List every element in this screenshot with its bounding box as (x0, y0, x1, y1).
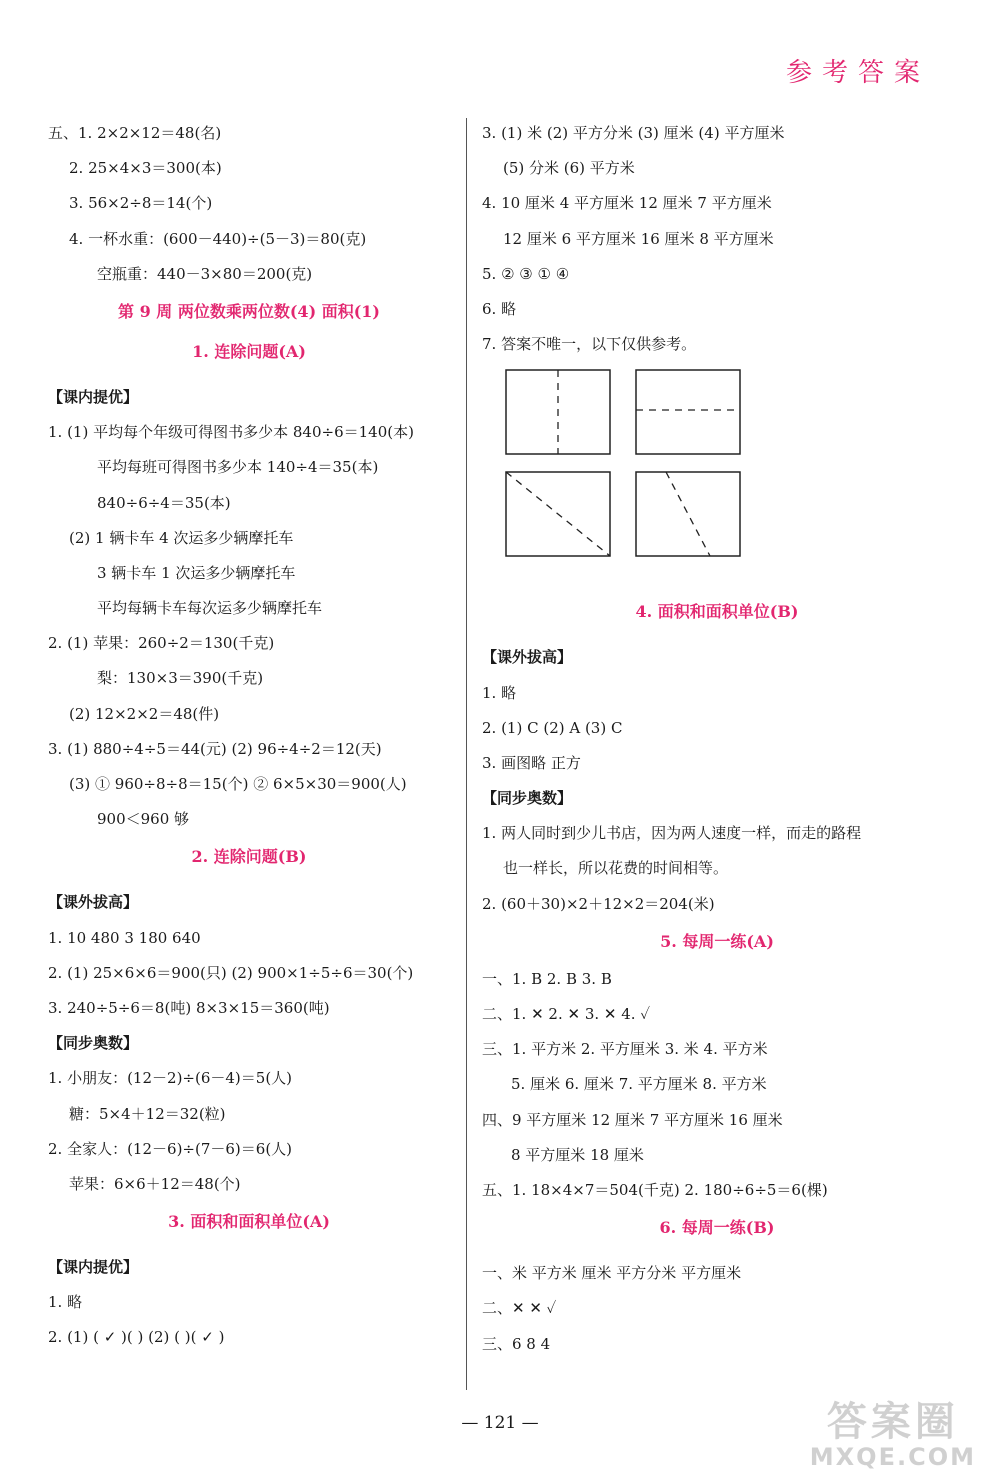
answer-line: 一、米 平方米 厘米 平方分米 平方厘米 (482, 1264, 742, 1283)
answer-line: 1. 两人同时到少儿书店，因为两人速度一样，而走的路程 (482, 824, 862, 843)
watermark-line2: MXQE.COM (809, 1443, 976, 1471)
answer-line: 平均每班可得图书多少本 140÷4＝35(本) (97, 458, 379, 477)
answer-line: 2. (1) C (2) A (3) C (482, 718, 623, 737)
subsection-label: 【同步奥数】 (482, 789, 573, 808)
section-heading: 5. 每周一练(A) (660, 931, 774, 951)
dividing-rectangles-figure (482, 368, 952, 588)
spacer (482, 1248, 952, 1256)
answer-line: 糖：5×4＋12＝32(粒) (69, 1104, 226, 1123)
right-column-top (482, 116, 952, 362)
answer-line: 4. 一杯水重：(600－440)÷(5－3)＝80(克) (69, 229, 367, 248)
answer-line: 1. 10 480 3 180 640 (48, 928, 201, 947)
answer-line: 2. 全家人：(12－6)÷(7－6)＝6(人) (48, 1139, 293, 1158)
right-column (482, 116, 952, 1362)
answer-line: 2. (1) 25×6×6＝900(只) (2) 900×1÷5÷6＝30(个) (48, 963, 414, 982)
answer-line: 四、9 平方厘米 12 厘米 7 平方厘米 16 厘米 (482, 1110, 783, 1129)
answer-line: 梨：130×3＝390(千克) (97, 669, 264, 688)
answer-line: 1. 略 (482, 683, 517, 702)
answer-line: 1. (1) 平均每个年级可得图书多少本 840÷6＝140(本) (48, 423, 414, 442)
answer-line: 1. 小朋友：(12－2)÷(6－4)＝5(人) (48, 1069, 293, 1088)
page-header-title: 参考答案 (785, 58, 930, 88)
answer-line: 12 厘米 6 平方厘米 16 厘米 8 平方厘米 (503, 229, 774, 248)
dashed-line-diagonal (506, 472, 610, 556)
section-heading: 3. 面积和面积单位(A) (168, 1212, 330, 1232)
answer-line: 4. 10 厘米 4 平方厘米 12 厘米 7 平方厘米 (482, 194, 772, 213)
subsection-label: 【课内提优】 (48, 387, 139, 406)
watermark-logo (810, 1400, 976, 1470)
section-heading: 6. 每周一练(B) (659, 1218, 775, 1238)
answer-line: 3. (1) 米 (2) 平方分米 (3) 厘米 (4) 平方厘米 (482, 124, 785, 142)
answer-line: 二、1. ✕ 2. ✕ 3. ✕ 4. ✓ (482, 1005, 651, 1023)
spacer (48, 372, 450, 380)
answer-line: 三、1. 平方米 2. 平方厘米 3. 米 4. 平方米 (482, 1040, 768, 1059)
answer-line: 900＜960 够 (97, 810, 190, 829)
right-column-bottom (482, 592, 952, 1361)
spacer (482, 632, 952, 640)
answer-line: 3. 240÷5÷6＝8(吨) 8×3×15＝360(吨) (48, 998, 330, 1017)
subsection-label: 【课内提优】 (48, 1258, 139, 1277)
answer-line: 1. 略 (48, 1293, 83, 1312)
answer-line: 三、6 8 4 (482, 1334, 551, 1353)
answer-line: 五、1. 2×2×12＝48(名) (48, 124, 222, 142)
left-column (48, 116, 450, 1356)
answer-line: (2) 1 辆卡车 4 次运多少辆摩托车 (69, 528, 294, 547)
answer-line: 2. (1) 苹果：260÷2＝130(千克) (48, 634, 275, 653)
answer-line: (2) 12×2×2＝48(件) (69, 704, 220, 723)
answer-line: 二、✕ ✕ ✓ (482, 1299, 557, 1318)
answer-line: 5. ② ③ ① ④ (482, 264, 570, 283)
spacer (48, 877, 450, 885)
section-heading: 4. 面积和面积单位(B) (635, 602, 799, 622)
answer-line: 2. (1) ( ✓ )( ) (2) ( )( ✓ ) (48, 1328, 225, 1347)
rect-horizontal-split (636, 370, 740, 454)
answer-line: 一、1. B 2. B 3. B (482, 969, 612, 988)
answer-line: 6. 略 (482, 299, 517, 318)
answer-line: 3 辆卡车 1 次运多少辆摩托车 (97, 563, 296, 582)
subsection-label: 【课外拔高】 (482, 648, 573, 667)
answer-line: (3) ① 960÷8÷8＝15(个) ② 6×5×30＝900(人) (69, 775, 407, 793)
answer-line: 空瓶重：440－3×80＝200(克) (97, 264, 313, 283)
answer-line: 也一样长，所以花费的时间相等。 (503, 859, 729, 878)
section-heading: 1. 连除问题(A) (192, 341, 306, 361)
rectangles-diagram (504, 368, 744, 588)
spacer (48, 1242, 450, 1250)
answer-line: 2. (60＋30)×2＋12×2＝204(米) (482, 894, 715, 913)
answer-line: 平均每辆卡车每次运多少辆摩托车 (97, 599, 323, 618)
answer-line: 8 平方厘米 18 厘米 (511, 1145, 644, 1164)
answer-line: 5. 厘米 6. 厘米 7. 平方厘米 8. 平方米 (511, 1075, 767, 1094)
rect-slant-split (636, 472, 740, 556)
answer-line: 苹果：6×6＋12＝48(个) (69, 1174, 241, 1193)
section-heading: 第 9 周 两位数乘两位数(4) 面积(1) (118, 301, 380, 321)
column-divider (466, 118, 467, 1390)
answer-line: (5) 分米 (6) 平方米 (503, 159, 635, 178)
answer-line: 3. 画图略 正方 (482, 753, 581, 772)
answer-line: 五、1. 18×4×7＝504(千克) 2. 180÷6÷5＝6(棵) (482, 1180, 828, 1199)
section-heading: 2. 连除问题(B) (191, 847, 307, 867)
watermark-line1: 答案圈 (826, 1399, 959, 1445)
dashed-line-slant (666, 472, 710, 556)
answer-line: 3. 56×2÷8＝14(个) (69, 194, 213, 213)
answer-line: 3. (1) 880÷4÷5＝44(元) (2) 96÷4÷2＝12(天) (48, 739, 382, 758)
subsection-label: 【同步奥数】 (48, 1034, 139, 1053)
subsection-label: 【课外拔高】 (48, 893, 139, 912)
answer-line: 2. 25×4×3＝300(本) (69, 159, 222, 178)
answer-line: 840÷6÷4＝35(本) (97, 493, 231, 512)
page-number: — 121 — (461, 1413, 539, 1433)
answer-line: 7. 答案不唯一，以下仅供参考。 (482, 335, 697, 354)
